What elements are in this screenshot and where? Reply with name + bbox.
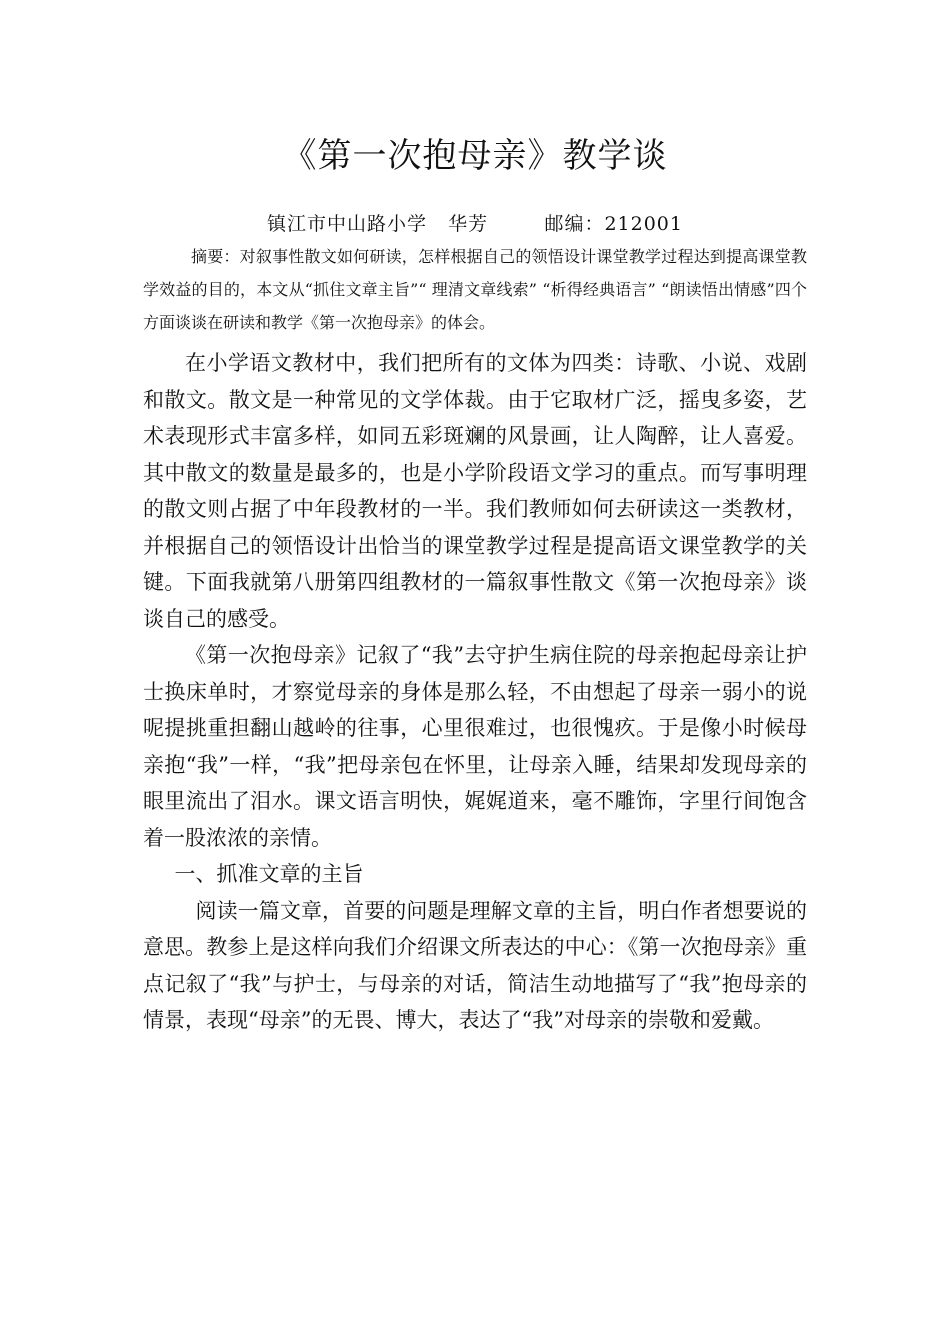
abstract-paragraph: 摘要：对叙事性散文如何研读，怎样根据自己的领悟设计课堂教学过程达到提高课堂教学效益的目的，本文从“抓住文章主旨”“ 理清文章线索” “析得经典语言” “朗读悟出情感”四个方面谈谈在研读和教学《第一次抱母亲》的体会。 bbox=[143, 247, 807, 332]
document-title: 《第一次抱母亲》教学谈 bbox=[282, 136, 668, 176]
author-byline: 镇江市中山路小学 华芳 邮编：212001 bbox=[267, 213, 683, 235]
document-page bbox=[143, 120, 807, 1039]
section-paragraph: 阅读一篇文章，首要的问题是理解文章的主旨，明白作者想要说的意思。教参上是这样向我们介绍课文所表达的中心：《第一次抱母亲》重点记叙了“我”与护士，与母亲的对话，简洁生动地描写了“我”抱母亲的情景，表现“母亲”的无畏、博大，表达了“我”对母亲的崇敬和爱戴。 bbox=[143, 898, 807, 1032]
body-paragraph: 《第一次抱母亲》记叙了“我”去守护生病住院的母亲抱起母亲让护士换床单时，才察觉母亲的身体是那么轻，不由想起了母亲一弱小的说呢提挑重担翻山越岭的往事，心里很难过，也很愧疚。于是像小时候母亲抱“我”一样，“我”把母亲包在怀里，让母亲入睡，结果却发现母亲的眼里流出了泪水。课文语言明快，娓娓道来，毫不雕饰，字里行间饱含着一股浓浓的亲情。 bbox=[143, 643, 807, 850]
section-heading: 一、抓准文章的主旨 bbox=[174, 862, 364, 886]
body-paragraph: 在小学语文教材中，我们把所有的文体为四类：诗歌、小说、戏剧和散文。散文是一种常见的文学体裁。由于它取材广泛，摇曳多姿，艺术表现形式丰富多样，如同五彩斑斓的风景画，让人陶醉，让人喜爱。其中散文的数量是最多的，也是小学阶段语文学习的重点。而写事明理的散文则占据了中年段教材的一半。我们教师如何去研读这一类教材，并根据自己的领悟设计出恰当的课堂教学过程是提高语文课堂教学的关键。下面我就第八册第四组教材的一篇叙事性散文《第一次抱母亲》谈谈自己的感受。 bbox=[143, 351, 807, 631]
